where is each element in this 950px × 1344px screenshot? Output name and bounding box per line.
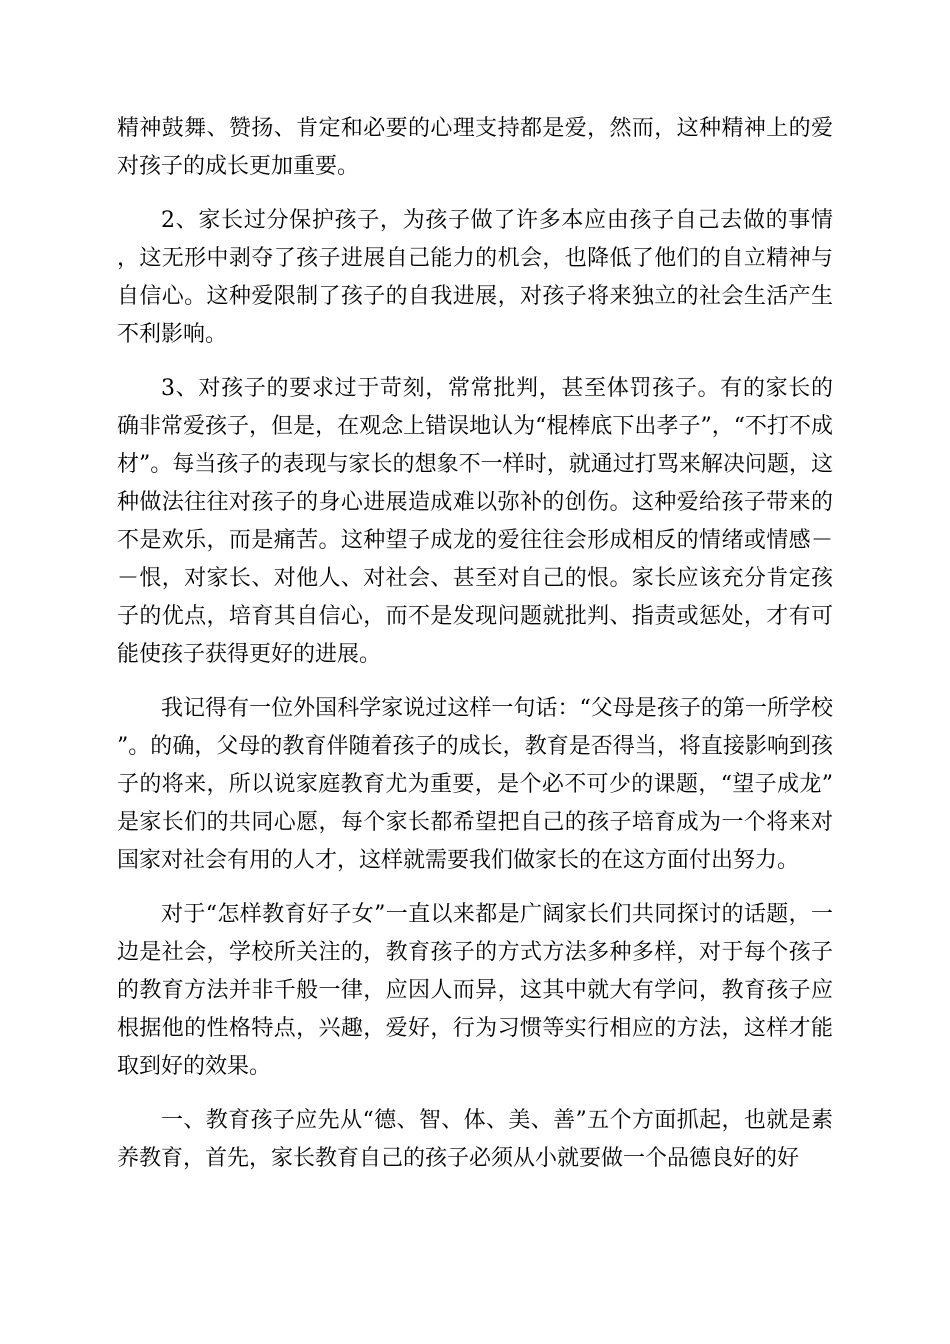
paragraph-gap [117,1086,833,1102]
paragraph-continuation: 精神鼓舞、赞扬、肯定和必要的心理支持都是爱，然而，这种精神上的爱对孩子的成长更加重要。 [117,116,833,179]
paragraph-scientist-quote: 我记得有一位外国科学家说过这样一句话：“父母是孩子的第一所学校”。的确，父母的教育伴随着孩子的成长，教育是否得当，将直接影响到孩子的将来，所以说家庭教育尤为重要，是个必不可少的课题，“望子成龙”是家长们的共同心愿，每个家长都希望把自己的孩子培育成为一个将来对国家对社会有用的人才，这样就需要我们做家长的在这方面付出努力。 [117,696,833,873]
paragraph-how-to-educate: 对于“怎样教育好子女”一直以来都是广阔家长们共同探讨的话题，一边是社会，学校所关注的，教育孩子的方式方法多种多样，对于每个孩子的教育方法并非千般一律，应因人而异，这其中就大有学问，教育孩子应根据他的性格特点，兴趣，爱好，行为习惯等实行相应的方法，这样才能取到好的效果。 [117,902,833,1079]
paragraph-point-3: 3、对孩子的要求过于苛刻，常常批判，甚至体罚孩子。有的家长的确非常爱孩子，但是，在观念上错误地认为“棍棒底下出孝子”，“不打不成材”。每当孩子的表现与家长的想象不一样时，就通过打骂来解决问题，这种做法往往对孩子的身心进展造成难以弥补的创伤。这种爱给孩子带来的不是欢乐，而是痛苦。这种望子成龙的爱往往会形成相反的情绪或情感－－恨，对家长、对他人、对社会、甚至对自己的恨。家长应该充分肯定孩子的优点，培育其自信心，而不是发现问题就批判、指责或惩处，才有可能使孩子获得更好的进展。 [117,376,833,667]
paragraph-gap [117,354,833,370]
paragraph-gap [117,186,833,202]
paragraph-section-one: 一、教育孩子应先从“德、智、体、美、善”五个方面抓起，也就是素养教育，首先，家长教育自己的孩子必须从小就要做一个品德良好的好 [117,1108,833,1171]
paragraph-gap [117,674,833,690]
document-body [117,110,833,1178]
paragraph-gap [117,880,833,896]
paragraph-point-2: 2、家长过分保护孩子，为孩子做了许多本应由孩子自己去做的事情，这无形中剥夺了孩子进展自己能力的机会，也降低了他们的自立精神与自信心。这种爱限制了孩子的自我进展，对孩子将来独立的社会生活产生不利影响。 [117,208,833,347]
